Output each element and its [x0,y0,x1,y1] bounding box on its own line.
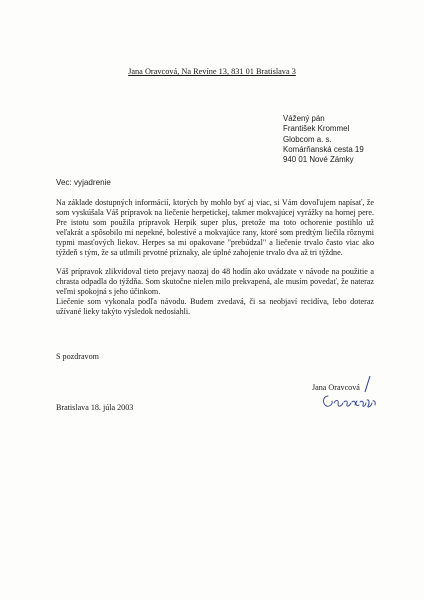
recipient-name: František Krommel [283,124,350,134]
sender-address-line: Jana Oravcová, Na Revíne 13, 831 01 Bratislava 3 [128,67,296,76]
recipient-street: Komárňanská cesta 19 [283,144,364,154]
recipient-address-block [283,114,413,165]
body-paragraph-2: Váš prípravok zlikvidoval tieto prejavy naozaj do 48 hodín ako uvádzate v návode na použitie a chrasta odpadla do týždňa. Som skutočne nielen milo prekvapená, ale musím povedať, že nateraz veľmi spokojná s jeho účinkom. [56,267,374,297]
recipient-city: 940 01 Nové Zámky [283,155,354,165]
recipient-company: Globcom a. s. [283,134,332,144]
letter-body [56,198,374,318]
body-paragraph-1: Na základe dostupných informácií, ktorých by mohlo byť aj viac, si Vám dovoľujem napísať, že som vyskúšala Váš prípravok na liečenie herpetickej, takmer mokvajúcej vyrážky na hornej pere. Pre istotu som použila prípravok Herpik super plus, pretože ma toto ochorenie postihlo už veľakrát a spôsobilo mi nepekné, bolestivé a mokvajúce rany, ktoré som predtým liečila rôznymi typmi masťových liekov. Herpes sa mi opakovane "prebúdzal" a liečenie trvalo často viac ako týždeň s tým, že sa utlmili prvotné príznaky, ale úplné zahojenie trvalo dva až tri týždne. [56,198,374,258]
handwritten-signature [310,374,390,412]
subject-line: Vec: vyjadrenie [56,178,111,187]
recipient-salutation: Vážený pán [283,114,325,123]
signature-printed-name: Jana Oravcová [312,383,360,392]
closing-greeting: S pozdravom [56,352,99,361]
date-line: Bratislava 18. júla 2003 [56,403,134,412]
body-paragraph-3: Liečenie som vykonala podľa návodu. Budem zvedavá, či sa neobjaví recidíva, lebo doteraz užívané lieky takýto výsledok nedosiahli. [56,297,374,317]
